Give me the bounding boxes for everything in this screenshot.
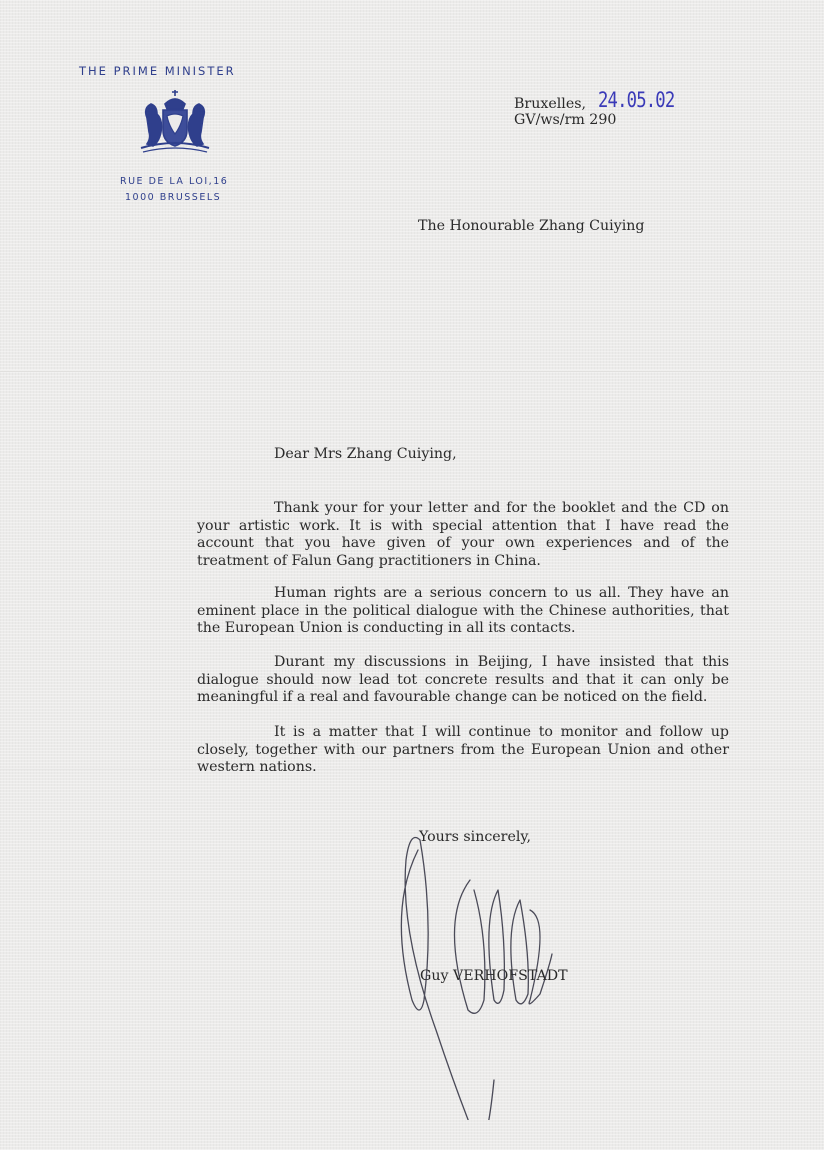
body-paragraph: Thank your for your letter and for the booklet and the CD on your artistic work. It is with special attention that I have read the account that you have given of your own experiences and of the treatment of Falun Gang practitioners in China. <box>197 500 729 569</box>
paper-fold-line <box>0 370 824 372</box>
body-paragraph: Human rights are a serious concern to us all. They have an eminent place in the political dialogue with the Chinese authorities, that the European Union is conducting in all its contacts. <box>197 585 729 637</box>
salutation: Dear Mrs Zhang Cuiying, <box>274 446 457 462</box>
reference-number: GV/ws/rm 290 <box>514 112 617 128</box>
recipient: The Honourable Zhang Cuiying <box>418 218 645 234</box>
closing: Yours sincerely, <box>419 829 532 845</box>
letterhead-address-line: RUE DE LA LOI,16 <box>120 176 229 187</box>
body-paragraph: It is a matter that I will continue to monitor and follow up closely, together with our partners from the European Union and other western nations. <box>197 724 729 776</box>
signatory-name: Guy VERHOFSTADT <box>420 968 568 984</box>
letterhead-address-line: 1000 BRUSSELS <box>125 192 222 203</box>
letterhead-title: THE PRIME MINISTER <box>79 64 236 78</box>
coat-of-arms-icon <box>137 88 213 162</box>
place: Bruxelles, <box>514 96 587 112</box>
body-paragraph: Durant my discussions in Beijing, I have insisted that this dialogue should now lead tot concrete results and that it can only be meaningful if a real and favourable change can be noticed on the field. <box>197 654 729 706</box>
date-stamp: 24.05.02 <box>598 88 675 112</box>
